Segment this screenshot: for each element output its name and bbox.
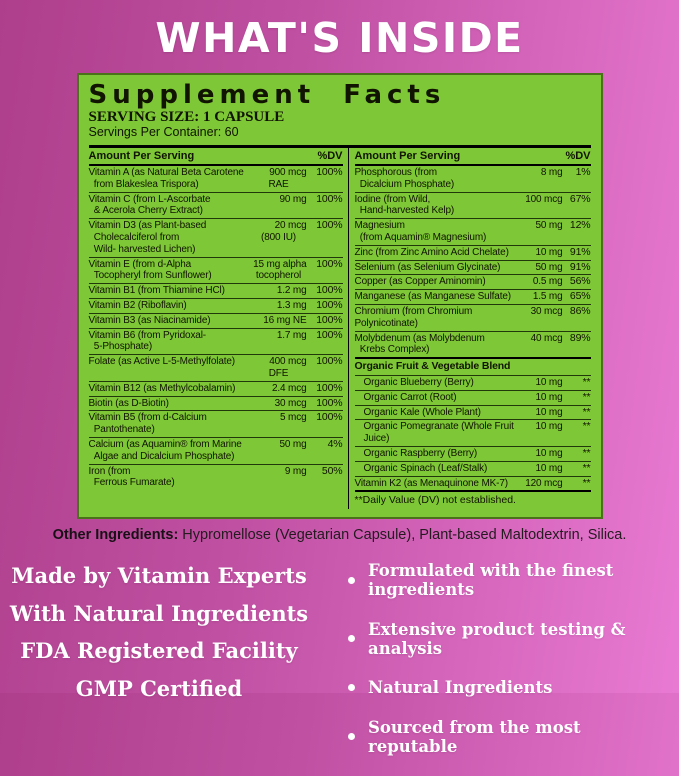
supplement-facts-title: Supplement Facts xyxy=(88,80,446,110)
dv-header-label: %DV xyxy=(565,150,591,162)
nutrient-dv: 100% xyxy=(316,313,343,326)
nutrient-row xyxy=(89,354,343,381)
nutrient-name: Vitamin B3 (as Niacinamide) xyxy=(88,314,211,326)
nutrient-name: Organic Blueberry (Berry) xyxy=(363,376,474,388)
claim-item: Made by Vitamin Experts xyxy=(11,563,307,589)
nutrient-dv: 100% xyxy=(316,355,343,368)
nutrient-dv: 100% xyxy=(316,298,343,311)
nutrient-row xyxy=(89,410,343,437)
nutrient-amount: 8 mg xyxy=(540,167,563,178)
nutrient-dv: 50% xyxy=(321,464,343,477)
bullet-item xyxy=(348,718,673,756)
nutrient-name: Iodine (from Wild, Hand-harvested Kelp) xyxy=(354,193,455,217)
nutrient-name: Chromium (from Chromium Polynicotinate) xyxy=(354,305,473,329)
bullet-item xyxy=(348,561,673,599)
nutrient-row xyxy=(355,245,591,260)
bullet-item xyxy=(348,620,673,658)
nutrient-amount: 20 mcg (800 IU) xyxy=(261,220,307,243)
nutrient-amount: 50 mg xyxy=(279,438,307,450)
nutrient-amount: 9 mg xyxy=(284,465,307,477)
nutrient-dv: ** xyxy=(582,420,591,433)
nutrient-name: Vitamin C (from L-Ascorbate & Acerola Cherry Extract) xyxy=(88,193,211,217)
nutrient-dv: 100% xyxy=(316,411,343,424)
nutrient-dv: 100% xyxy=(316,284,343,297)
bullet-dot-icon xyxy=(348,733,355,740)
nutrient-dv: 100% xyxy=(316,219,343,232)
bottom-section xyxy=(0,557,679,776)
nutrient-dv: 1% xyxy=(575,166,591,178)
nutrient-dv: 4% xyxy=(327,437,343,450)
nutrient-row xyxy=(89,437,343,464)
nutrient-amount: 2.4 mcg xyxy=(271,382,307,394)
nutrient-amount: 50 mg xyxy=(535,261,563,273)
nutrient-name: Magnesium (from Aquamin® Magnesium) xyxy=(354,220,487,243)
bullet-item xyxy=(348,678,673,697)
nutrient-name: Phosphorous (from Dicalcium Phosphate) xyxy=(354,167,455,190)
nutrient-row xyxy=(89,464,343,491)
product-infographic xyxy=(0,14,679,756)
other-ingredients-text: Hypromellose (Vegetarian Capsule), Plant-based Maltodextrin, Silica. xyxy=(178,527,627,544)
nutrient-dv: 12% xyxy=(569,219,591,232)
nutrient-name: Folate (as Active L-5-Methylfolate) xyxy=(88,356,235,368)
nutrient-name: Organic Pomegranate (Whole Fruit Juice) xyxy=(363,421,517,445)
nutrient-row xyxy=(89,313,343,328)
claim-item: With Natural Ingredients xyxy=(9,600,309,626)
nutrient-row xyxy=(355,405,591,420)
nutrient-amount: 16 mg NE xyxy=(263,314,307,326)
dv-header-label: %DV xyxy=(317,150,343,162)
nutrient-row xyxy=(355,260,591,275)
nutrient-name: Vitamin A (as Natural Beta Carotene from Blakeslea Trispora) xyxy=(88,167,244,190)
nutrient-name: Vitamin B1 (from Thiamine HCl) xyxy=(88,285,225,297)
nutrient-name: Selenium (as Selenium Glycinate) xyxy=(354,261,501,273)
nutrient-name: Vitamin K2 (as Menaquinone MK-7) xyxy=(354,477,508,489)
nutrient-row xyxy=(89,298,343,313)
nutrient-amount: 10 mg xyxy=(535,421,563,433)
nutrient-name: Organic Kale (Whole Plant) xyxy=(363,406,481,418)
nutrient-amount: 0.5 mg xyxy=(532,276,563,288)
nutrient-dv: 67% xyxy=(569,192,591,205)
nutrient-name: Molybdenum (as Molybdenum Krebs Complex) xyxy=(354,332,485,356)
nutrient-dv: 91% xyxy=(569,245,591,258)
other-ingredients xyxy=(0,527,679,543)
bullet-text: Extensive product testing & analysis xyxy=(368,619,626,658)
nutrient-row xyxy=(355,331,591,358)
nutrient-row xyxy=(355,390,591,405)
nutrient-dv: ** xyxy=(582,405,591,418)
dv-footnote: **Daily Value (DV) not established. xyxy=(355,490,591,509)
nutrient-row xyxy=(89,283,343,298)
claims-list xyxy=(0,557,318,776)
nutrient-row xyxy=(89,166,343,192)
nutrient-dv: ** xyxy=(582,375,591,388)
nutrient-name: Copper (as Copper Aminomin) xyxy=(354,276,486,288)
nutrient-amount: 10 mg xyxy=(535,391,563,403)
servings-per-container: Servings Per Container: 60 xyxy=(88,125,239,139)
nutrient-row xyxy=(355,375,591,390)
nutrient-name: Vitamin B6 (from Pyridoxal- 5-Phosphate) xyxy=(88,329,206,353)
nutrient-name: Calcium (as Aquamin® from Marine Algae and Dicalcium Phosphate) xyxy=(88,438,242,462)
nutrient-rows-right xyxy=(355,166,591,509)
bullet-text: Formulated with the finest ingredients xyxy=(368,561,614,600)
nutrient-name: Vitamin D3 (as Plant-based Cholecalciferol from Wild- harvested Lichen) xyxy=(88,220,207,255)
bullet-dot-icon xyxy=(348,577,355,584)
nutrient-amount: 90 mg xyxy=(279,193,307,205)
nutrient-row xyxy=(89,381,343,396)
nutrient-dv: 100% xyxy=(316,328,343,341)
nutrient-row xyxy=(355,304,591,331)
nutrient-dv: ** xyxy=(582,390,591,403)
bullet-dot-icon xyxy=(348,684,355,691)
nutrient-row xyxy=(89,192,343,219)
blend-section-header: Organic Fruit & Vegetable Blend xyxy=(355,357,591,375)
nutrient-dv: 100% xyxy=(316,381,343,394)
nutrient-amount: 10 mg xyxy=(535,246,563,258)
nutrient-name: Iron (from Ferrous Fumarate) xyxy=(88,465,175,489)
bullet-text: Natural Ingredients xyxy=(368,678,553,698)
other-ingredients-label: Other Ingredients: xyxy=(52,527,179,544)
nutrient-amount: 30 mcg xyxy=(274,397,307,409)
nutrient-name: Zinc (from Zinc Amino Acid Chelate) xyxy=(354,246,509,258)
nutrient-row xyxy=(355,166,591,192)
nutrient-dv: 56% xyxy=(569,275,591,288)
nutrient-dv: 86% xyxy=(569,304,591,317)
nutrient-row xyxy=(89,218,343,256)
nutrient-amount: 10 mg xyxy=(535,406,563,418)
nutrient-amount: 1.5 mg xyxy=(532,291,563,303)
whats-inside-title: WHAT'S INSIDE xyxy=(155,14,524,62)
nutrient-amount: 120 mcg xyxy=(525,477,563,489)
nutrient-row xyxy=(355,289,591,304)
nutrient-row xyxy=(89,328,343,355)
nutrient-name: Vitamin B12 (as Methylcobalamin) xyxy=(88,382,236,394)
nutrient-row xyxy=(355,218,591,245)
nutrient-row xyxy=(355,476,591,491)
claim-item: GMP Certified xyxy=(75,675,243,701)
nutrient-amount: 50 mg xyxy=(535,220,563,232)
facts-column-left xyxy=(89,148,348,509)
nutrient-name: Manganese (as Manganese Sulfate) xyxy=(354,291,511,303)
nutrient-row xyxy=(355,446,591,461)
nutrient-rows-left xyxy=(89,166,343,490)
nutrient-row xyxy=(89,257,343,284)
nutrient-dv: ** xyxy=(582,476,591,489)
nutrient-name: Biotin (as D-Biotin) xyxy=(88,397,169,409)
nutrient-amount: 40 mcg xyxy=(530,332,563,344)
nutrient-dv: ** xyxy=(582,446,591,459)
column-header xyxy=(355,148,591,166)
facts-column-right xyxy=(348,148,591,509)
nutrient-dv: 100% xyxy=(316,192,343,205)
nutrient-amount: 10 mg xyxy=(535,376,563,388)
nutrient-row xyxy=(355,192,591,219)
bullet-dot-icon xyxy=(348,635,355,642)
claim-item: FDA Registered Facility xyxy=(20,638,298,664)
nutrient-amount: 1.2 mg xyxy=(276,285,307,297)
bullet-text: Sourced from the most reputable xyxy=(368,717,581,756)
nutrient-row xyxy=(355,419,591,446)
nutrient-dv: 100% xyxy=(316,257,343,270)
nutrient-name: Vitamin B5 (from d-Calcium Pantothenate) xyxy=(88,412,207,436)
nutrient-amount: 1.7 mg xyxy=(276,329,307,341)
nutrient-amount: 30 mcg xyxy=(530,305,563,317)
nutrient-name: Organic Spinach (Leaf/Stalk) xyxy=(363,462,488,474)
nutrient-row xyxy=(355,461,591,476)
nutrient-dv: 91% xyxy=(569,260,591,273)
nutrient-amount: 10 mg xyxy=(535,462,563,474)
nutrient-amount: 400 mcg DFE xyxy=(268,356,307,379)
nutrient-dv: 65% xyxy=(569,290,591,303)
nutrient-amount: 15 mg alpha tocopherol xyxy=(253,258,307,282)
nutrient-name: Organic Raspberry (Berry) xyxy=(363,447,478,459)
nutrient-amount: 100 mcg xyxy=(525,193,563,205)
nutrient-amount: 10 mg xyxy=(535,447,563,459)
nutrient-dv: 89% xyxy=(569,331,591,344)
nutrient-name: Vitamin B2 (Riboflavin) xyxy=(88,299,187,311)
serving-size: SERVING SIZE: 1 CAPSULE xyxy=(88,109,285,125)
nutrient-dv: ** xyxy=(582,461,591,474)
nutrient-amount: 1.3 mg xyxy=(276,299,307,311)
facts-columns xyxy=(89,145,591,509)
column-header xyxy=(89,148,343,166)
nutrient-dv: 100% xyxy=(316,396,343,409)
nutrient-dv: 100% xyxy=(316,166,343,178)
nutrient-row xyxy=(89,396,343,411)
amount-header-label: Amount Per Serving xyxy=(354,150,461,162)
amount-header-label: Amount Per Serving xyxy=(88,150,195,162)
bullets-list xyxy=(318,557,679,776)
nutrient-amount: 5 mcg xyxy=(280,412,307,424)
nutrient-name: Vitamin E (from d-Alpha Tocopheryl from Sunflower) xyxy=(88,258,212,282)
nutrient-name: Organic Carrot (Root) xyxy=(363,391,457,403)
nutrient-row xyxy=(355,274,591,289)
supplement-facts-panel xyxy=(77,73,603,519)
nutrient-amount: 900 mcg RAE xyxy=(268,167,307,190)
